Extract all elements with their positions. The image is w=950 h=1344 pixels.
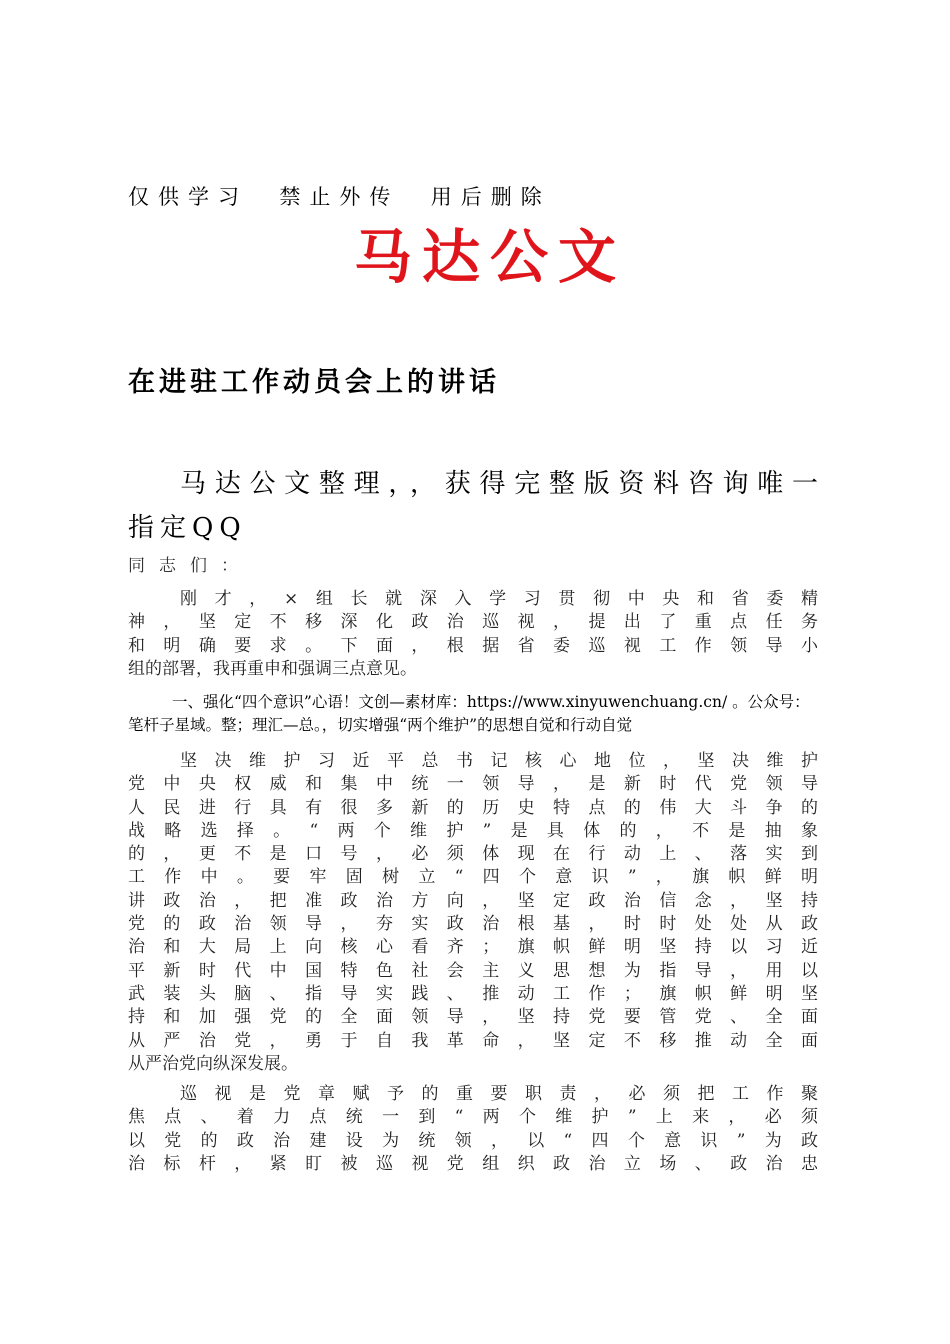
paragraph-line: 战略选择。“两个维护”是具体的，不是抽象	[128, 820, 818, 841]
paragraph-line: 平新时代中国特色社会主义思想为指导，用以	[128, 960, 818, 981]
brand-logo: 马达公文	[353, 223, 626, 291]
document-title: 在进驻工作动员会上的讲话	[128, 367, 500, 398]
section-heading-1	[128, 691, 828, 737]
paragraph-line: 神，坚定不移深化政治巡视，提出了重点任务	[128, 612, 818, 633]
paragraph-2	[128, 750, 818, 1076]
lead-line-2: 指定QQ	[128, 513, 247, 543]
lead-paragraph	[128, 462, 818, 550]
paragraph-line: 组的部署，我再重申和强调三点意见。	[128, 658, 417, 679]
paragraph-line: 治标杆，紧盯被巡视党组织政治立场、政治忠	[128, 1153, 818, 1174]
paragraph-line: 持和加强党的全面领导，坚持党要管党、全面	[128, 1007, 818, 1028]
section-line: 笔杆子星域。整；理汇—总。，切实增强“两个维护”的思想自觉和行动自觉	[128, 716, 633, 734]
paragraph-line: 坚决维护习近平总书记核心地位，坚决维护	[180, 751, 818, 771]
salutation: 同志们：	[128, 556, 252, 576]
paragraph-line: 从严治党，勇于自我革命，坚定不移推动全面	[128, 1030, 818, 1051]
paragraph-line: 从严治党向纵深发展。	[128, 1053, 298, 1074]
paragraph-line: 讲政治，把准政治方向，坚定政治信念，坚持	[128, 890, 818, 911]
paragraph-1	[128, 588, 818, 681]
paragraph-line: 武装头脑、指导实践、推动工作；旗帜鲜明坚	[128, 983, 818, 1004]
paragraph-line: 和明确要求。下面，根据省委巡视工作领导小	[128, 635, 818, 656]
paragraph-line: 焦点、着力点统一到“两个维护”上来，必须	[128, 1107, 818, 1128]
paragraph-line: 党的政治领导，夯实政治根基，时时处处从政	[128, 914, 818, 935]
paragraph-line: 治和大局上向核心看齐；旗帜鲜明坚持以习近	[128, 937, 818, 958]
paragraph-line: 工作中。要牢固树立“四个意识”，旗帜鲜明	[128, 867, 818, 888]
usage-notice: 仅供学习 禁止外传 用后删除	[128, 185, 551, 209]
paragraph-line: 以党的政治建设为统领，以“四个意识”为政	[128, 1130, 818, 1151]
paragraph-line: 党中央权威和集中统一领导，是新时代党领导	[128, 774, 818, 795]
section-line: 一、强化“四个意识”心语！文创—素材库：https://www.xinyuwenchuang.cn/ 。公众号：	[172, 693, 810, 711]
paragraph-line: 人民进行具有很多新的历史特点的伟大斗争的	[128, 797, 818, 818]
paragraph-3	[128, 1083, 818, 1176]
lead-line-1: 马达公文整理，，获得完整版资料咨询唯一	[180, 469, 818, 499]
paragraph-line: 巡视是党章赋予的重要职责，必须把工作聚	[180, 1084, 818, 1104]
paragraph-line: 刚才，×组长就深入学习贯彻中央和省委精	[180, 589, 818, 609]
paragraph-line: 的，更不是口号，必须体现在行动上、落实到	[128, 844, 818, 865]
